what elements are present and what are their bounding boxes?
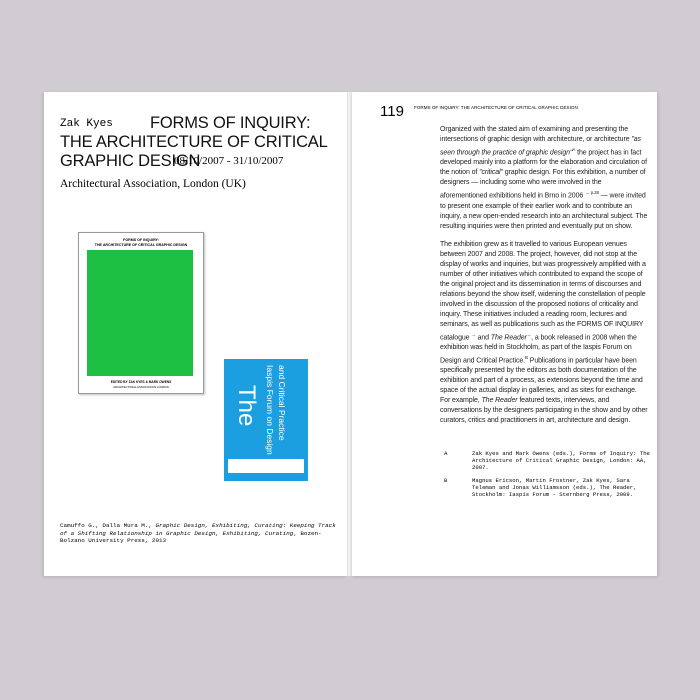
para1-critical: "critical" [479, 169, 503, 177]
para2-text-b: and [475, 333, 491, 341]
footnote-text: Magnus Ericson, Martin Frostner, Zak Kyes, Sara Teleman and Jonas Williamsson (eds.), The Reader, Stockholm: Iaspis Forum - Sternberg Press, 2009. [472, 477, 637, 498]
cross-ref-1: → [471, 331, 476, 337]
exhibition-venue: Architectural Association, London (UK) [60, 178, 246, 190]
footnote-mark: B [444, 477, 448, 484]
reader-cover-strip [228, 459, 304, 473]
cross-ref-2: → [526, 331, 532, 337]
para1-text-a: Organized with the stated aim of examining and presenting the intersections of graphic design with architecture, or architecture [440, 126, 632, 143]
exhibition-dates: 08/10/2007 - 31/10/2007 [174, 155, 284, 167]
body-text [440, 125, 648, 434]
reader-cover-text-2: and Critical Practice [277, 365, 287, 441]
caption-authors: Camuffo G., Dalla Mura M., [60, 522, 156, 529]
para1-quote: "as seen through the practice of graphic design" [440, 136, 641, 157]
para2-text-c: , a book released in 2008 when the exhibition was held in Stockholm, as part of the Iaspis Forum on Design and Critical Practice. [440, 333, 637, 365]
paragraph-2 [440, 240, 648, 427]
page-number: 119 [380, 103, 404, 120]
para2-text-a: The exhibition grew as it travelled to various European venues between 2007 and 2008. The project, however, did not stop at the display of works and inquiries, but was progressively amplified with a number of other initiatives which contributed to expand the scope of the original project and its dissemination in terms of discourses and relations beyond the show itself, widening the constellation of people involved in the discussion of the proposed notions of criticality and inquiry. These initiatives included a reading room, lectures and seminars, as well as publications such as the FORMS OF INQUIRY catalogue [440, 240, 646, 341]
para2-reader-title: The Reader [490, 333, 527, 341]
caption-publisher: , Bozen-Bolzano University Press, 2013 [60, 529, 322, 545]
left-page [44, 92, 347, 576]
footnote [444, 450, 650, 471]
cover-editors: EDITED BY ZAK KYES & MARK OWENS [110, 380, 172, 384]
cover-green-block [87, 250, 193, 376]
cover-title-line-1: FORMS OF INQUIRY: [123, 238, 159, 242]
cover-title-line-2: THE ARCHITECTURE OF CRITICAL GRAPHIC DESIGN [94, 243, 188, 247]
reader-cover-image [224, 359, 308, 481]
right-page [352, 92, 657, 576]
author-name: Zak Kyes [60, 118, 113, 130]
footnote-ref-b: B [525, 354, 528, 360]
para2-reader-title-2: The Reader [481, 397, 518, 405]
caption-title: Graphic Design, Exhibiting, Curating: Keeping Track of a Shifting Relationship in Graphic Design, Exhibiting, Curating [60, 522, 336, 537]
footnote-mark: A [444, 450, 448, 457]
reader-cover-big-text: The [233, 385, 260, 427]
footnotes [444, 450, 650, 504]
title-line-2: THE ARCHITECTURE OF CRITICAL [60, 133, 328, 151]
title-line-3: GRAPHIC DESIGN [60, 152, 201, 170]
footnote-text: Zak Kyes and Mark Owens (eds.), Forms of Inquiry: The Architecture of Critical Graphic Design, London: AA, 2007. [472, 450, 650, 471]
para1-text-d: — were invited to present one example of their earlier work and to contribute an inquiry, a new open-ended research into an architectural subject. The resulting inquiries were then printed and eventually put on show. [440, 192, 648, 230]
catalogue-cover-image [78, 232, 204, 394]
para2-text-d: Publications in particular have been specifically presented by the editors as both documentation of the exhibition and part of a process, as extensions beyond the time and space of the actual display in galleries, and as sites for exchange. For example, [440, 357, 643, 405]
footnote [444, 477, 650, 498]
footnote-ref-a: A [572, 147, 576, 152]
para1-text-b: the project has in fact developed mainly into a platform for the elaboration and circulation of the notion of [440, 149, 647, 177]
reader-cover-text-1: Iaspis Forum on Design [265, 365, 275, 455]
paragraph-1 [440, 125, 648, 232]
running-head: FORMS OF INQUIRY: THE ARCHITECTURE OF CRITICAL GRAPHIC DESIGN [414, 105, 578, 110]
para1-text-c: graphic design. For this exhibition, a number of designers — including some who were involved in the aforementioned exhibitions held in Brno in 2006 [440, 169, 646, 200]
title-line-1: FORMS OF INQUIRY: [150, 114, 311, 132]
para2-text-e: featured texts, interviews, and conversations by the designers participating in the show and by other curators, critics and practitioners in art, architecture and design. [440, 397, 648, 425]
page-ref: → p.28 [585, 190, 599, 196]
image-caption [60, 522, 340, 545]
cover-publisher: ARCHITECTURAL ASSOCIATION LONDON [113, 385, 169, 389]
